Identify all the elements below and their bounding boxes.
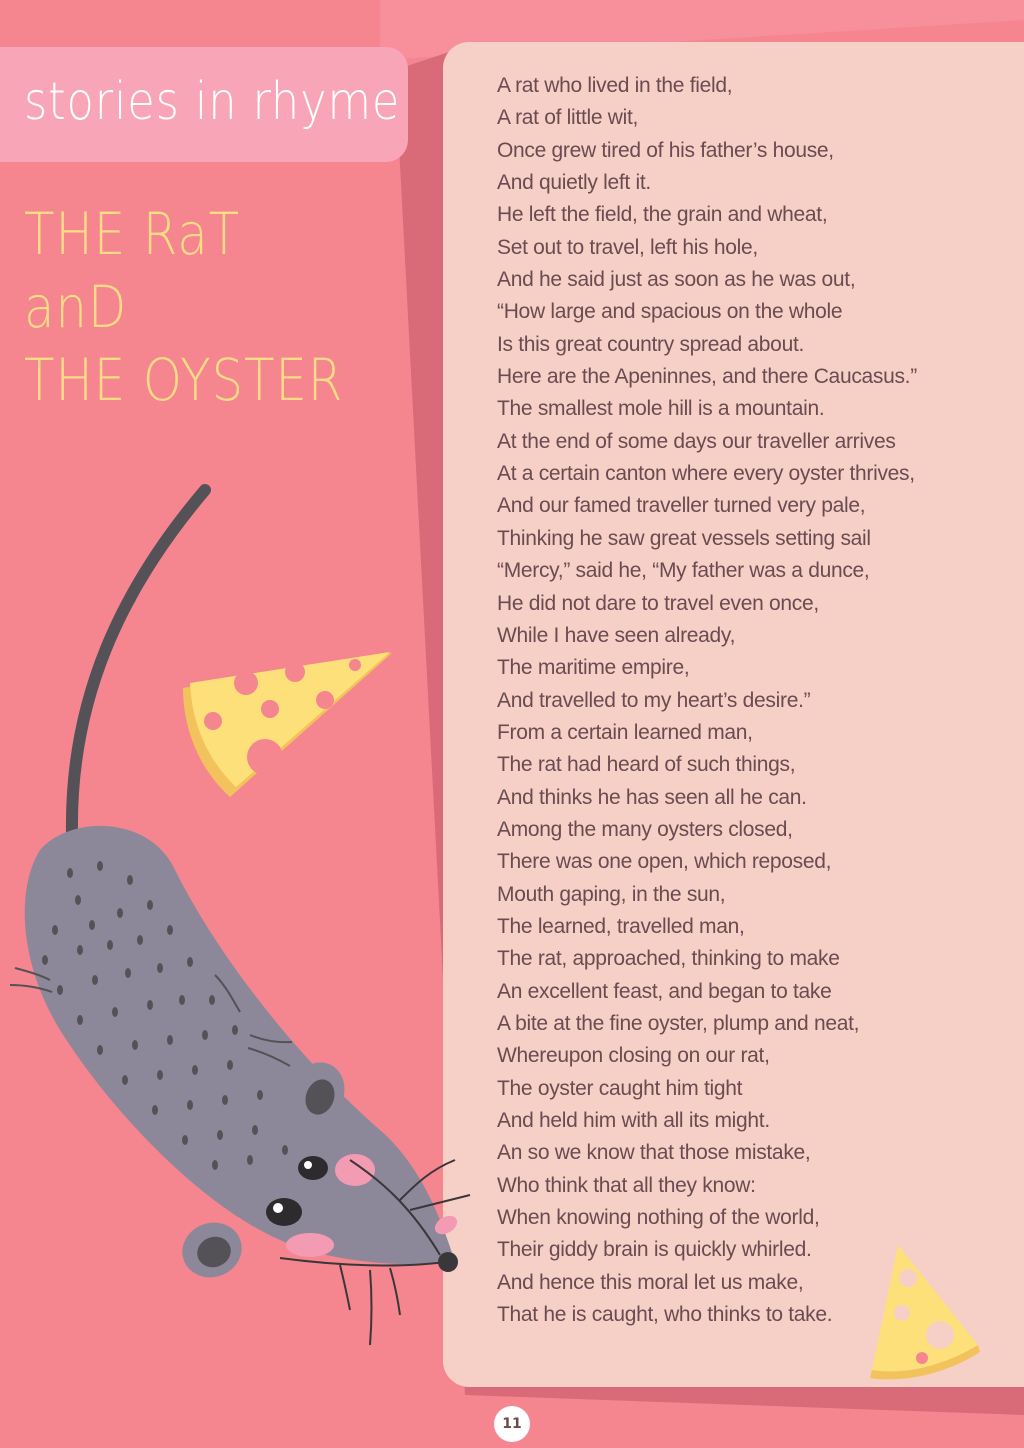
poem-line: And he said just as soon as he was out,: [497, 268, 856, 292]
poem-line: The rat, approached, thinking to make: [497, 947, 840, 971]
poem-line: A rat of little wit,: [497, 106, 639, 130]
poem-line: “Mercy,” said he, “My father was a dunce,: [497, 559, 870, 583]
poem-line: Their giddy brain is quickly whirled.: [497, 1238, 812, 1262]
poem-line: From a certain learned man,: [497, 720, 753, 744]
poem-line: He left the field, the grain and wheat,: [497, 203, 828, 227]
poem-line: And our famed traveller turned very pale,: [497, 494, 866, 518]
poem-line: The rat had heard of such things,: [497, 753, 796, 777]
poem-line: The learned, travelled man,: [497, 914, 745, 938]
poem-line: There was one open, which reposed,: [497, 850, 832, 874]
poem-line: At a certain canton where every oyster thrives,: [497, 462, 915, 486]
poem-line: The maritime empire,: [497, 656, 690, 680]
poem-line: Set out to travel, left his hole,: [497, 235, 758, 259]
poem-line: And thinks he has seen all he can.: [497, 785, 807, 809]
rat-icon: [10, 490, 470, 1345]
poem-line: An so we know that those mistake,: [497, 1141, 811, 1165]
poem-line: A bite at the fine oyster, plump and neat,: [497, 1011, 860, 1035]
poem-line: And travelled to my heart’s desire.”: [497, 688, 811, 712]
poem-line: Among the many oysters closed,: [497, 817, 793, 841]
poem-line: While I have seen already,: [497, 623, 736, 647]
title-line-3: THE OYSTER: [24, 346, 344, 414]
title-line-1: THE RaT: [24, 200, 240, 268]
poem-line: The smallest mole hill is a mountain.: [497, 397, 825, 421]
poem-line: Is this great country spread about.: [497, 332, 805, 356]
poem-line: Here are the Apeninnes, and there Caucasus.”: [497, 365, 917, 389]
poem-line: Mouth gaping, in the sun,: [497, 882, 726, 906]
title-line-2: anD: [24, 273, 128, 341]
poem-line: Who think that all they know:: [497, 1173, 756, 1197]
poem-line: A rat who lived in the field,: [497, 74, 733, 97]
cheese-icon: [183, 652, 392, 797]
poem-line: When knowing nothing of the world,: [497, 1206, 820, 1230]
poem-line: Whereupon closing on our rat,: [497, 1044, 770, 1068]
poem-line: Once grew tired of his father’s house,: [497, 138, 834, 162]
poem-line: And quietly left it.: [497, 171, 651, 195]
poem-line: That he is caught, who thinks to take.: [497, 1303, 833, 1327]
poem-line: Thinking he saw great vessels setting sail: [497, 526, 871, 550]
section-label: stories in rhyme: [24, 72, 401, 132]
poem-line: “How large and spacious on the whole: [497, 300, 843, 324]
cheese-icon: [870, 1245, 980, 1379]
poem-line: At the end of some days our traveller arrives: [497, 429, 896, 453]
poem-line: An excellent feast, and began to take: [497, 979, 832, 1003]
poem-line: He did not dare to travel even once,: [497, 591, 819, 615]
page-number: 11: [494, 1406, 530, 1442]
poem-line: And hence this moral let us make,: [497, 1270, 804, 1294]
poem-line: The oyster caught him tight: [497, 1076, 743, 1100]
poem-line: And held him with all its might.: [497, 1109, 770, 1132]
